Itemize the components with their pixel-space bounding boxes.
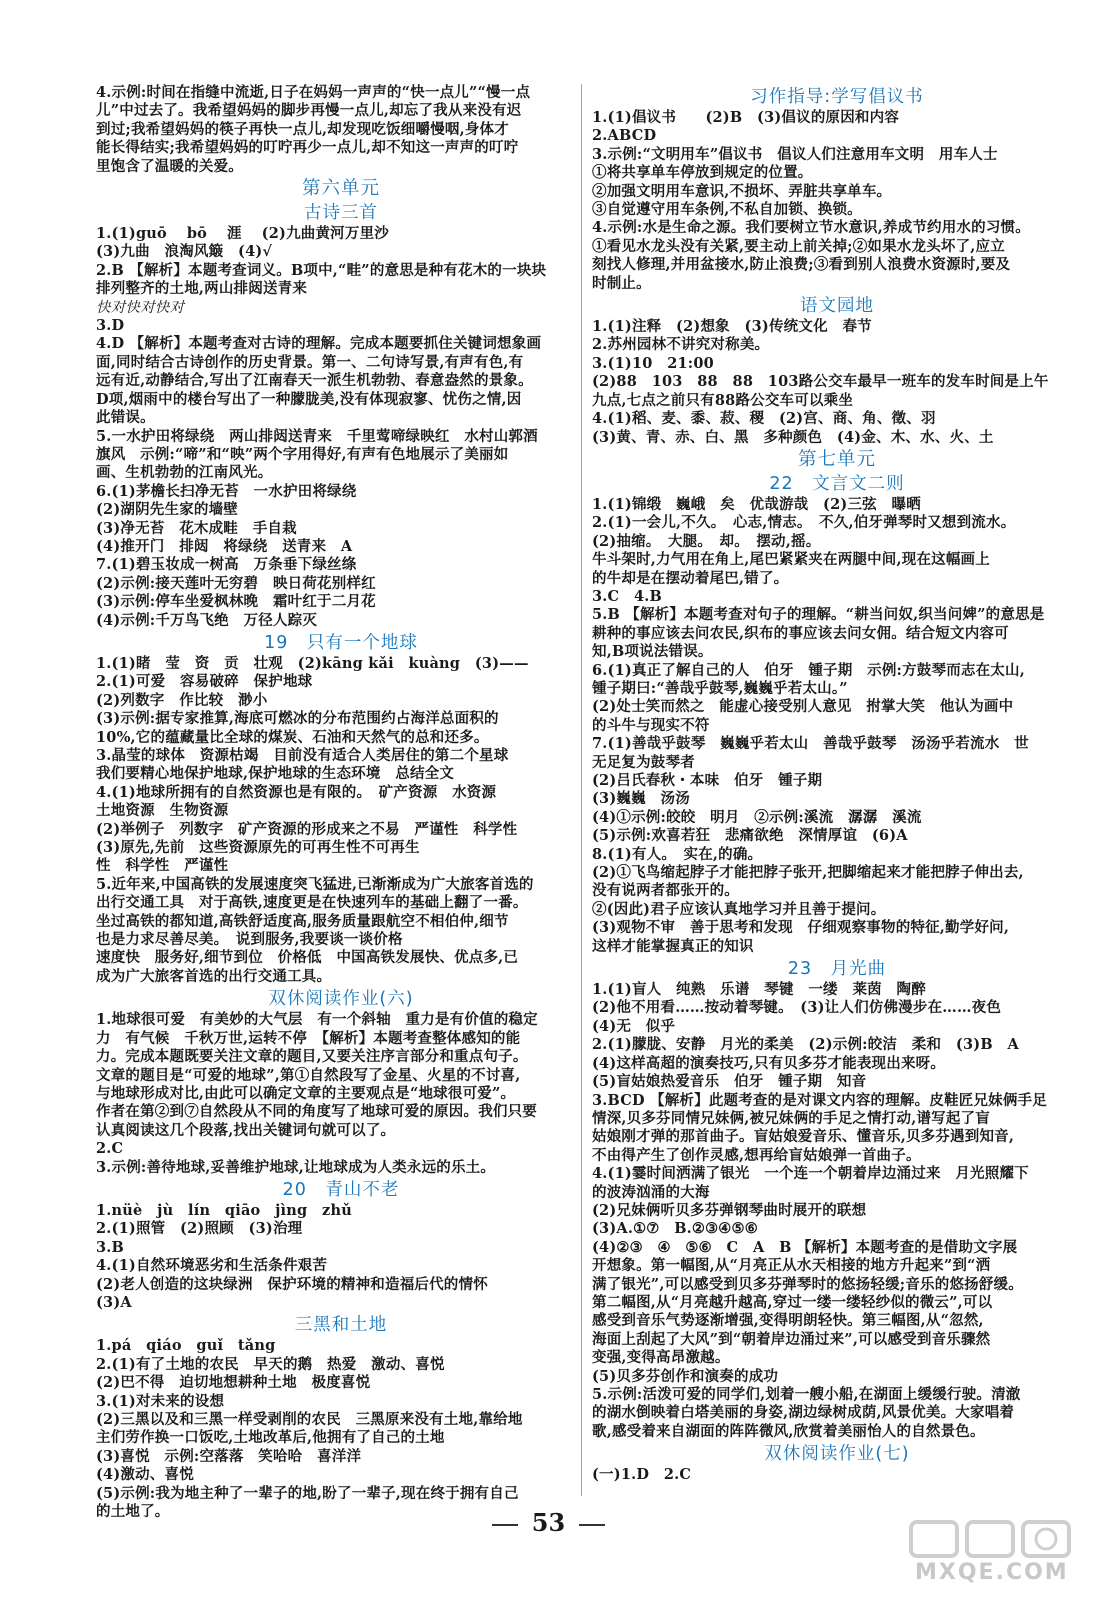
answer-line: 1.地球很可爱 有美妙的大气层 有一个斜轴 重力是有价值的稳定 bbox=[96, 1011, 538, 1029]
right-column bbox=[592, 84, 1082, 1485]
answer-line: 4.D 【解析】本题考查对古诗的理解。完成本题要抓住关键词想象画 bbox=[96, 335, 542, 353]
answer-line: 时制止。 bbox=[592, 274, 651, 292]
answer-line: 力。完成本题既要关注文章的题目,又要关注序言部分和重点句子。 bbox=[96, 1048, 528, 1066]
answer-line: 锺子期曰:“善哉乎鼓琴,巍巍乎若太山。” bbox=[592, 679, 848, 697]
answer-line: 3.(1)对未来的设想 bbox=[96, 1392, 225, 1410]
answer-line: (2)举例子 列数字 矿产资源的形成来之不易 严谨性 科学性 bbox=[96, 820, 518, 838]
answer-line: 的波涛汹涌的大海 bbox=[592, 1183, 710, 1201]
page-number-text: 53 bbox=[531, 1508, 566, 1537]
answer-line: 我们要精心地保护地球,保护地球的生态环境 总结全文 bbox=[96, 765, 455, 783]
answer-line: 作者在第②到⑦自然段从不同的角度写了地球可爱的原因。我们只要 bbox=[96, 1103, 537, 1121]
answer-line: 的湖水倒映着白塔美丽的身姿,湖边绿树成荫,风景优美。大家唱着 bbox=[592, 1404, 1015, 1422]
answer-line: 快对快对快对 bbox=[96, 299, 185, 316]
answer-line: 1.(1)盲人 纯熟 乐谱 琴键 一缕 莱茵 陶醉 bbox=[592, 981, 926, 999]
answer-line: 2.(1)有了土地的农民 早天的鹅 热爱 激动、喜悦 bbox=[96, 1355, 445, 1373]
answer-line: (4)无 似乎 bbox=[592, 1017, 676, 1035]
answer-line: (4)激动、喜悦 bbox=[96, 1466, 194, 1484]
answer-line: (一)1.D 2.C bbox=[592, 1466, 692, 1484]
answer-line: 面,同时结合古诗创作的历史背景。第一、二句诗写景,有声有色,有 bbox=[96, 353, 524, 371]
answer-line: (2)兄妹俩听贝多芬弹钢琴曲时展开的联想 bbox=[592, 1201, 867, 1219]
answer-line: 2.(1)照管 (2)照顾 (3)治理 bbox=[96, 1220, 303, 1238]
watermark-text: MXQE.COM bbox=[915, 1560, 1069, 1585]
answer-line: (4)①示例:皎皎 明月 ②示例:溪流 潺潺 溪流 bbox=[592, 808, 922, 826]
answer-line: 牛斗架时,力气用在角上,尾巴紧紧夹在两腿中间,现在这幅画上 bbox=[592, 551, 990, 569]
answer-line: 姑娘刚才弹的那首曲子。盲姑娘爱音乐、懂音乐,贝多芬遇到知音, bbox=[592, 1128, 1015, 1146]
answer-line: (3)九曲 浪淘风簸 (4)√ bbox=[96, 243, 273, 261]
answer-line: ②加强文明用车意识,不损坏、弄脏共享单车。 bbox=[592, 182, 892, 200]
section-heading: 第七单元 bbox=[797, 448, 876, 470]
answer-line: 力 有气候 千秋万世,运转不停 【解析】本题考查整体感知的能 bbox=[96, 1029, 521, 1047]
answer-line: 1.(1)倡议书 (2)B (3)倡议的原因和内容 bbox=[592, 109, 900, 126]
answer-line: 成为广大旅客首选的出行交通工具。 bbox=[96, 967, 332, 985]
answer-line: (5)盲姑娘热爱音乐 伯牙 锺子期 知音 bbox=[592, 1073, 867, 1091]
answer-line: 没有说两者都张开的。 bbox=[592, 882, 739, 900]
answer-line: 5.B 【解析】本题考查对句子的理解。“耕当问奴,织当问婢”的意思是 bbox=[592, 606, 1045, 624]
answer-line: 10%,它的蕴藏量比全球的煤炭、石油和天然气的总和还多。 bbox=[96, 728, 489, 746]
answer-line: 6.(1)真正了解自己的人 伯牙 锺子期 示例:方鼓琴而志在太山, bbox=[592, 661, 1025, 679]
answer-line: 画、生机勃勃的江南风光。 bbox=[96, 464, 273, 482]
answer-line: 7.(1)碧玉妆成一树高 万条垂下绿丝绦 bbox=[96, 556, 357, 574]
answer-line: 4.(1)稻、麦、黍、菽、稷 (2)宫、商、角、徵、羽 bbox=[592, 410, 936, 428]
answer-line: 1.(1)注释 (2)想象 (3)传统文化 春节 bbox=[592, 318, 872, 336]
answer-line: ②(因此)君子应该认真地学习并且善于提问。 bbox=[592, 900, 886, 918]
answer-line: D项,烟雨中的楼台写出了一种朦胧美,没有体现寂寥、忧伤之情,因 bbox=[96, 390, 522, 408]
answer-line: 这样才能掌握真正的知识 bbox=[592, 937, 754, 955]
answer-line: 2.C bbox=[96, 1140, 124, 1158]
answer-line: ①将共享单车停放到规定的位置。 bbox=[592, 164, 813, 182]
answer-line: 2.(1)一会儿,不久。 心志,情志。 不久,伯牙弹琴时又想到流水。 bbox=[592, 514, 1016, 532]
answer-line: 的斗牛与现实不符 bbox=[592, 716, 710, 734]
answer-line: (3)A.①⑦ B.②③④⑤⑥ bbox=[592, 1220, 758, 1238]
answer-line: 旗风 示例:“啼”和“映”两个字用得好,有声有色地展示了美丽如 bbox=[96, 445, 509, 463]
answer-line: 5.一水护田将绿绕 两山排闼送青来 千里莺啼绿映红 水村山郭酒 bbox=[96, 427, 538, 445]
answer-line: 到过;我希望妈妈的筷子再快一点儿,却发现吃饭细嚼慢咽,身体才 bbox=[96, 120, 509, 138]
answer-line: 5.示例:活泼可爱的同学们,划着一艘小船,在湖面上缓缓行驶。清澈 bbox=[592, 1386, 1021, 1403]
answer-line: 1.(1)锦缎 巍峨 矣 优哉游哉 (2)三弦 曝晒 bbox=[592, 495, 921, 513]
answer-line: 也是力求尽善尽美。 说到服务,我要谈一谈价格 bbox=[96, 931, 403, 949]
answer-line: 1.nüè jù lín qiāo jìng zhǔ bbox=[96, 1201, 352, 1219]
page-number-dash-left bbox=[492, 1524, 518, 1526]
section-heading: 19 只有一个地球 bbox=[264, 632, 418, 653]
answer-line: (3)原先,先前 这些资源原先的可再生性不可再生 bbox=[96, 839, 420, 857]
answer-line: 远有近,动静结合,写出了江南春天一派生机勃勃、春意盎然的景象。 bbox=[96, 372, 533, 390]
answer-line: 歌,感受着来自湖面的阵阵微风,欣赏着美丽怡人的自然景色。 bbox=[592, 1422, 985, 1440]
column-divider bbox=[581, 84, 582, 1496]
answer-line: 儿”中过去了。我希望妈妈的脚步再慢一点儿,却忘了我从来没有迟 bbox=[96, 102, 522, 120]
answer-line: 3.BCD 【解析】此题考查的是对课文内容的理解。皮鞋匠兄妹俩手足 bbox=[592, 1091, 1047, 1109]
section-heading: 习作指导:学写倡议书 bbox=[750, 87, 924, 107]
answer-line: 2.ABCD bbox=[592, 127, 657, 145]
answer-line: 情深,贝多芬同情兄妹俩,被兄妹俩的手足之情打动,谱写起了盲 bbox=[592, 1109, 990, 1127]
answer-line: (2)示例:接天莲叶无穷碧 映日荷花别样红 bbox=[96, 574, 376, 592]
answer-line: (5)示例:我为地主种了一辈子的地,盼了一辈子,现在终于拥有自己 bbox=[96, 1484, 519, 1502]
answer-line: 变强,变得高昂激越。 bbox=[592, 1349, 730, 1367]
section-heading: 23 月光曲 bbox=[787, 959, 887, 980]
answer-line: 认真阅读这几个段落,找出关键词句就可以了。 bbox=[96, 1121, 396, 1139]
answer-line: 坐过高铁的都知道,高铁舒适度高,服务质量跟航空不相伯仲,细节 bbox=[96, 912, 509, 930]
answer-line: (5)贝多芬创作和演奏的成功 bbox=[592, 1367, 779, 1385]
answer-line: 第二幅图,从“月亮越升越高,穿过一缕一缕轻纱似的微云”,可以 bbox=[592, 1293, 993, 1311]
answer-line: (3)喜悦 示例:空落落 笑哈哈 喜洋洋 bbox=[96, 1447, 362, 1465]
answer-line: 无足复为鼓琴者 bbox=[592, 753, 695, 771]
answer-line: 能长得结实;我希望妈妈的叮咛再少一点儿,却不知这一声声的叮咛 bbox=[96, 139, 519, 157]
section-heading: 双休阅读作业(六) bbox=[268, 989, 414, 1010]
answer-line: 1.(1)guō bō 涯 (2)九曲黄河万里沙 bbox=[96, 225, 389, 243]
section-heading: 22 文言文二则 bbox=[769, 473, 905, 494]
watermark-logo bbox=[905, 1518, 1080, 1590]
answer-line: 出行交通工具 对于高铁,速度更是在快速列车的基础上翻了一番。 bbox=[96, 894, 528, 912]
answer-line: 2.苏州园林不讲究对称美。 bbox=[592, 336, 770, 354]
answer-line: (3)净无苔 花木成畦 手自栽 bbox=[96, 519, 297, 537]
section-heading: 语文园地 bbox=[800, 296, 874, 317]
answer-line: 3.晶莹的球体 资源枯竭 目前没有适合人类居住的第二个星球 bbox=[96, 747, 509, 764]
answer-line: 性 科学性 严谨性 bbox=[96, 857, 229, 875]
answer-line: (3)观物不审 善于思考和发现 仔细观察事物的特征,勤学好问, bbox=[592, 919, 1010, 937]
answer-line: 3.B bbox=[96, 1238, 124, 1256]
answer-line: 感受到音乐气势逐渐增强,变得明朗轻快。第三幅图,从“忽然, bbox=[592, 1312, 984, 1330]
answer-line: 不由得产生了创作灵感,想再给盲姑娘弹一首曲子。 bbox=[592, 1146, 921, 1164]
answer-line: 2.(1)可爱 容易破碎 保护地球 bbox=[96, 673, 313, 691]
answer-line: 此错误。 bbox=[96, 409, 155, 427]
answer-line: 开想象。第一幅图,从“月亮正从水天相接的地方升起来”到“洒 bbox=[592, 1257, 991, 1275]
answer-line: 里饱含了温暖的关爱。 bbox=[96, 157, 243, 175]
section-heading: 第六单元 bbox=[301, 178, 380, 200]
answer-line: 4.(1)地球所拥有的自然资源也是有限的。 矿产资源 水资源 bbox=[96, 783, 497, 801]
answer-line: 知,B项说法错误。 bbox=[592, 643, 713, 661]
answer-line: 3.示例:“文明用车”倡议书 倡议人们注意用车文明 用车人士 bbox=[592, 145, 998, 163]
answer-line: 的土地了。 bbox=[96, 1503, 170, 1521]
answer-line: 主们劳作换一口饭吃,土地改革后,他拥有了自己的土地 bbox=[96, 1429, 445, 1447]
section-heading: 三黑和土地 bbox=[294, 1315, 388, 1336]
answer-line: 与地球形成对比,由此可以确定文章的主要观点是“地球很可爱”。 bbox=[96, 1084, 516, 1102]
answer-line: 2.B 【解析】本题考查词义。B项中,“畦”的意思是种有花木的一块块 bbox=[96, 261, 547, 279]
answer-line: (3)示例:据专家推算,海底可燃冰的分布范围约占海洋总面积的 bbox=[96, 710, 499, 728]
answer-line: (2)抽缩。 大腿。 却。 摆动,摇。 bbox=[592, 532, 821, 550]
answer-line: 4.(1)霎时间洒满了银光 一个连一个朝着岸边涌过来 月光照耀下 bbox=[592, 1165, 1029, 1183]
answer-line: (4)推开门 排闼 将绿绕 送青来 A bbox=[96, 537, 353, 555]
answer-line: 3.D bbox=[96, 317, 125, 335]
answer-line: (2)吕氏春秋・本味 伯牙 锺子期 bbox=[592, 772, 823, 789]
answer-line: (2)三黑以及和三黑一样受剥削的农民 三黑原来没有土地,靠给地 bbox=[96, 1411, 523, 1428]
page-number-dash-right bbox=[579, 1524, 605, 1526]
answer-line: (2)处士笑而然之 能虚心接受别人意见 拊掌大笑 他认为画中 bbox=[592, 698, 1014, 716]
answer-line: (5)示例:欢喜若狂 悲痛欲绝 深情厚谊 (6)A bbox=[592, 827, 908, 845]
answer-line: (3)黄、青、赤、白、黑 多种颜色 (4)金、木、水、火、土 bbox=[592, 428, 994, 446]
answer-line: (3)A bbox=[96, 1293, 132, 1311]
answer-line: 满了银光”,可以感受到贝多芬弹琴时的悠扬轻缓;音乐的悠扬舒缓。 bbox=[592, 1275, 1023, 1293]
answer-line: (2)巴不得 迫切地想耕种土地 极度喜悦 bbox=[96, 1374, 371, 1392]
answer-line: (4)这样高超的演奏技巧,只有贝多芬才能表现出来呀。 bbox=[592, 1054, 946, 1072]
answer-line: 6.(1)茅檐长扫净无苔 一水护田将绿绕 bbox=[96, 482, 357, 500]
answer-line: 5.近年来,中国高铁的发展速度突飞猛进,已渐渐成为广大旅客首选的 bbox=[96, 875, 534, 893]
answer-line: (2)列数字 作比较 渺小 bbox=[96, 691, 268, 709]
answer-line: (4)示例:千万鸟飞绝 万径人踪灭 bbox=[96, 611, 318, 629]
section-heading: 古诗三首 bbox=[304, 203, 378, 224]
answer-line: (2)他不用看……按动着琴键。 (3)让人们仿佛漫步在……夜色 bbox=[592, 999, 1002, 1017]
answer-line: 1.(1)睹 莹 资 贡 壮观 (2)kāng kǎi kuàng (3)—— bbox=[96, 654, 529, 672]
answer-line: 1.pá qiáo guǐ tǎng bbox=[96, 1337, 276, 1355]
answer-line: 的牛却是在摆动着尾巴,错了。 bbox=[592, 569, 789, 587]
answer-line: (4)②③ ④ ⑤⑥ C A B 【解析】本题考查的是借助文字展 bbox=[592, 1238, 1018, 1256]
answer-line: 耕种的事应该去问农民,织布的事应该去问女佣。结合短文内容可 bbox=[592, 624, 1009, 642]
section-heading: 双休阅读作业(七) bbox=[764, 1444, 910, 1465]
answer-line: 土地资源 生物资源 bbox=[96, 802, 229, 820]
answer-line: 海面上刮起了大风”到“朝着岸边涌过来”,可以感受到音乐骤然 bbox=[592, 1330, 991, 1348]
answer-line: 4.示例:时间在指缝中流逝,日子在妈妈一声声的“快一点儿”“慢一点 bbox=[96, 84, 531, 101]
left-column bbox=[96, 84, 586, 1521]
answer-line: 2.(1)朦胧、安静 月光的柔美 (2)示例:皎洁 柔和 (3)B A bbox=[592, 1036, 1019, 1054]
answer-line: 3.(1)10 21:00 bbox=[592, 354, 714, 372]
answer-line: (3)示例:停车坐爱枫林晚 霜叶红于二月花 bbox=[96, 593, 376, 611]
answer-line: 刻找人修理,并用盆接水,防止浪费;③看到别人浪费水资源时,要及 bbox=[592, 256, 1011, 274]
answer-line: 8.(1)有人。 实在,的确。 bbox=[592, 845, 763, 863]
answer-line: 4.示例:水是生命之源。我们要树立节水意识,养成节约用水的习惯。 bbox=[592, 219, 1030, 237]
answer-line: ①看见水龙头没有关紧,要主动上前关掉;②如果水龙头坏了,应立 bbox=[592, 237, 1005, 255]
answer-line: (2)88 103 88 88 103路公交车最早一班车的发车时间是上午 bbox=[592, 373, 1049, 391]
answer-line: 7.(1)善哉乎鼓琴 巍巍乎若太山 善哉乎鼓琴 汤汤乎若流水 世 bbox=[592, 735, 1029, 753]
answer-line: (2)老人创造的这块绿洲 保护环境的精神和造福后代的情怀 bbox=[96, 1275, 488, 1293]
answer-line: 3.示例:善待地球,妥善维护地球,让地球成为人类永远的乐土。 bbox=[96, 1158, 496, 1176]
answer-line: 文章的题目是“可爱的地球”,第①自然段写了金星、火星的不讨喜, bbox=[96, 1066, 521, 1084]
answer-line: (2)湖阴先生家的墙壁 bbox=[96, 501, 239, 519]
section-heading: 20 青山不老 bbox=[282, 1179, 400, 1200]
answer-line: ③自觉遵守用车条例,不私自加锁、换锁。 bbox=[592, 201, 862, 219]
answer-line: (2)①飞鸟缩起脖子才能把脖子张开,把脚缩起来才能把脖子伸出去, bbox=[592, 864, 1024, 882]
answer-line: (3)巍巍 汤汤 bbox=[592, 790, 690, 808]
answer-line: 4.(1)自然环境恶劣和生活条件艰苦 bbox=[96, 1257, 328, 1275]
answer-line: 速度快 服务好,细节到位 价格低 中国高铁发展快、优点多,已 bbox=[96, 949, 519, 967]
answer-line: 九点,七点之前只有88路公交车可以乘坐 bbox=[592, 391, 854, 409]
answer-line: 3.C 4.B bbox=[592, 587, 662, 605]
answer-line: 排列整齐的土地,两山排闼送青来 bbox=[96, 280, 308, 298]
